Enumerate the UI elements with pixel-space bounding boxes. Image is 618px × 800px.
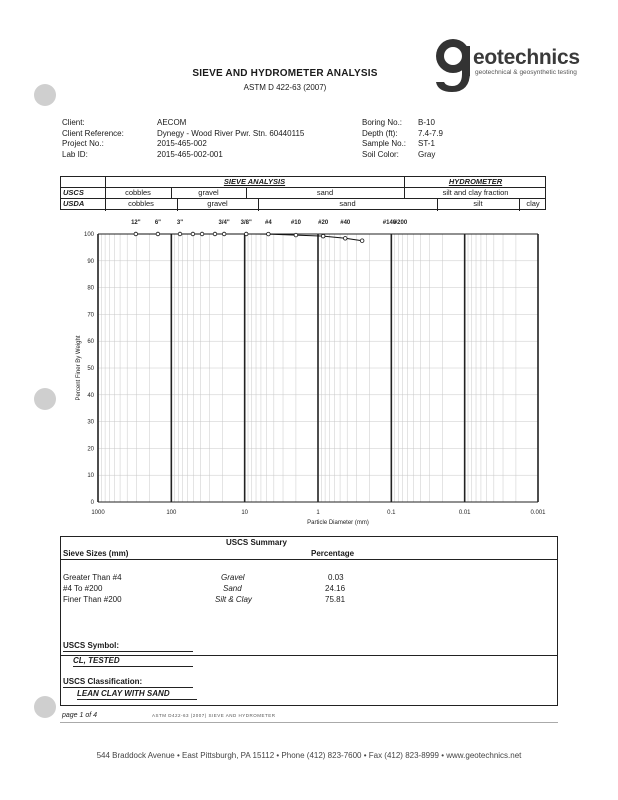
x-axis-title: Particle Diameter (mm) xyxy=(307,520,369,526)
uscs-classification-value: LEAN CLAY WITH SAND xyxy=(77,689,197,700)
usda-sand: sand xyxy=(339,199,356,208)
data-point xyxy=(178,232,182,236)
silt-clay-type: Silt & Clay xyxy=(215,595,252,604)
x-tick-label: 1000 xyxy=(91,510,105,516)
y-tick-label: 20 xyxy=(87,446,94,453)
sample-no-label: Sample No.: xyxy=(362,139,407,148)
data-point xyxy=(294,233,298,237)
classification-table xyxy=(60,176,546,210)
data-point xyxy=(213,232,217,236)
soil-color-value: Gray xyxy=(418,149,436,159)
page-bottom-rule xyxy=(60,722,558,723)
sieve-label: 3" xyxy=(176,220,184,226)
sieve-label: 12" xyxy=(131,220,141,226)
data-point xyxy=(244,232,248,236)
gravel-type: Gravel xyxy=(221,573,245,582)
depth-label: Depth (ft): xyxy=(362,128,398,138)
uscs-symbol-label: USCS Symbol: xyxy=(63,641,193,652)
sample-no-value: ST-1 xyxy=(418,139,435,148)
data-point xyxy=(360,239,364,243)
x-tick-label: 0.001 xyxy=(530,510,546,516)
uscs-gravel: gravel xyxy=(198,188,219,197)
uscs-label: USCS xyxy=(63,188,84,197)
logo-name: eotechnics xyxy=(473,46,580,69)
boring-no-value: B-10 xyxy=(418,118,435,127)
uscs-symbol-value: CL, TESTED xyxy=(73,656,193,667)
usda-label: USDA xyxy=(63,199,85,208)
uscs-silt-clay: silt and clay fraction xyxy=(442,188,509,197)
summary-row-gravel xyxy=(63,573,557,583)
logo-tagline: geotechnical & geosynthetic testing xyxy=(475,69,577,76)
x-tick-label: 100 xyxy=(166,510,177,516)
uscs-sand: sand xyxy=(316,188,334,197)
client-reference-label: Client Reference: xyxy=(62,128,124,138)
summary-row-silt-clay xyxy=(63,595,557,605)
punch-hole-middle xyxy=(34,388,56,410)
client-reference-value: Dynegy - Wood River Pwr. Stn. 60440115 xyxy=(157,128,305,138)
silt-clay-range: Finer Than #200 xyxy=(63,595,122,604)
usda-silt: silt xyxy=(473,199,483,208)
data-point xyxy=(343,236,347,240)
sieve-label: #10 xyxy=(290,220,301,226)
project-no-label: Project No.: xyxy=(62,139,104,148)
page-fine-print: ASTM D422-63 (2007) SIEVE AND HYDROMETER xyxy=(152,713,276,718)
data-point xyxy=(222,232,226,236)
y-tick-label: 40 xyxy=(87,392,94,399)
info-left-values xyxy=(157,118,304,160)
sieve-label: 6" xyxy=(154,220,162,226)
y-tick-label: 0 xyxy=(90,500,94,506)
data-point xyxy=(156,232,160,236)
usda-gravel: gravel xyxy=(207,199,228,208)
hydrometer-header: HYDROMETER xyxy=(448,177,503,186)
report-title: SIEVE AND HYDROMETER ANALYSIS xyxy=(192,68,378,79)
usda-cobbles: cobbles xyxy=(128,199,154,208)
punch-hole-top xyxy=(34,84,56,106)
info-left-labels xyxy=(62,118,124,160)
summary-col-percentage: Percentage xyxy=(311,549,355,558)
summary-col-sieve: Sieve Sizes (mm) xyxy=(63,549,129,558)
summary-title: USCS Summary xyxy=(226,538,287,547)
summary-row-sand xyxy=(63,584,557,594)
y-tick-label: 30 xyxy=(87,419,94,426)
x-tick-label: 0.01 xyxy=(458,510,471,516)
uscs-classification-label: USCS Classification: xyxy=(63,677,193,688)
uscs-summary-box xyxy=(60,536,558,706)
data-point xyxy=(191,232,195,236)
info-right-values xyxy=(418,118,443,160)
data-point xyxy=(321,234,325,238)
gradation-chart xyxy=(60,212,560,532)
uscs-cobbles: cobbles xyxy=(125,188,151,197)
gravel-range: Greater Than #4 xyxy=(63,573,122,582)
project-no-value: 2015-465-002 xyxy=(157,139,207,148)
gravel-percentage: 0.03 xyxy=(328,573,344,582)
x-tick-label: 1 xyxy=(316,510,320,516)
x-tick-label: 10 xyxy=(241,510,249,516)
y-tick-label: 50 xyxy=(87,366,94,372)
sieve-label: #200 xyxy=(393,220,408,226)
depth-value: 7.4-7.9 xyxy=(418,128,443,138)
y-tick-label: 60 xyxy=(87,339,94,346)
sieve-label: 3/4" xyxy=(218,220,230,226)
client-value: AECOM xyxy=(157,118,187,127)
y-tick-label: 70 xyxy=(87,312,94,319)
company-footer: 544 Braddock Avenue • East Pittsburgh, PA 15112 • Phone (412) 823-7600 • Fax (412) 823-8999 • www.geotechnics.net xyxy=(96,751,522,760)
geotechnics-logo-icon xyxy=(432,36,474,96)
gradation-curve xyxy=(136,234,362,241)
soil-color-label: Soil Color: xyxy=(362,149,399,159)
sieve-label: #40 xyxy=(340,220,351,226)
y-tick-label: 100 xyxy=(83,232,94,238)
data-point xyxy=(267,232,271,236)
usda-clay: clay xyxy=(526,199,540,208)
sieve-label: #140 xyxy=(382,220,397,226)
lab-id-value: 2015-465-002-001 xyxy=(157,149,223,159)
sieve-label: 3/8" xyxy=(240,220,252,226)
sieve-label: #4 xyxy=(265,220,272,226)
sieve-analysis-header: SIEVE ANALYSIS xyxy=(223,177,286,186)
page-number: page 1 of 4 xyxy=(62,712,98,719)
lab-id-label: Lab ID: xyxy=(62,149,88,159)
data-point xyxy=(200,232,204,236)
y-axis-title: Percent Finer By Weight xyxy=(76,335,82,401)
report-standard: ASTM D 422-63 (2007) xyxy=(243,83,327,92)
silt-clay-percentage: 75.81 xyxy=(325,595,346,604)
sand-type: Sand xyxy=(223,584,242,593)
boring-no-label: Boring No.: xyxy=(362,118,403,127)
y-tick-label: 90 xyxy=(87,258,94,265)
info-right-labels xyxy=(362,118,406,160)
sand-range: #4 To #200 xyxy=(63,584,103,593)
client-label: Client: xyxy=(62,118,85,127)
data-point xyxy=(134,232,138,236)
sieve-label: #20 xyxy=(318,220,329,226)
y-tick-label: 80 xyxy=(87,285,94,292)
x-tick-label: 0.1 xyxy=(387,510,396,516)
sand-percentage: 24.16 xyxy=(325,584,346,593)
punch-hole-bottom xyxy=(34,696,56,718)
y-tick-label: 10 xyxy=(87,473,94,480)
